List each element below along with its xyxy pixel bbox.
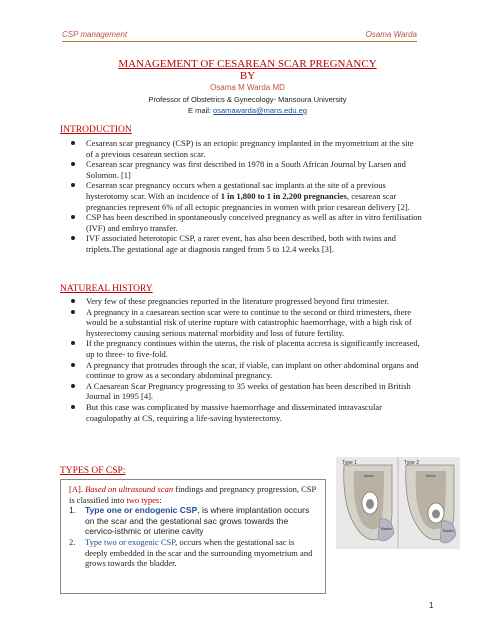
list-item: A pregnancy that protrudes through the scar, if viable, can implant on other abdominal organs and continue to grow as a secondary abdominal pregnancy. <box>60 360 422 381</box>
list-item: CSP has been described in spontaneously conceived pregnancy as well as after in vitro fertilisation (IVF) and embryo transfer. <box>60 212 422 233</box>
embryo <box>432 510 440 519</box>
header-right: Osama Warda <box>365 30 417 39</box>
bladder-label: Bladder <box>443 529 454 533</box>
list-item: Cesarean scar pregnancy was first described in 1978 in a South African Journal by Larsen and Solomon. [1] <box>60 159 422 180</box>
email-label: E mail: <box>188 106 214 115</box>
author-name: Osama M Warda MD <box>210 83 285 92</box>
bladder-label: Bladder <box>381 527 392 531</box>
list-item: IVF associated heterotopic CSP, a rarer event, has also been described, both with twins and triplets.The gestational age at diagnosis ranged from 5 to 12.4 weeks [3]. <box>60 233 422 254</box>
bullet <box>71 236 75 240</box>
types-box <box>60 479 326 594</box>
list-item: A Caesarean Scar Pregnancy progressing to 35 weeks of gestation has been described in British Journal in 1995 [4]. <box>60 381 422 402</box>
bullet <box>71 384 75 388</box>
types-heading: TYPES OF CSP: <box>60 466 126 476</box>
natural-history-list <box>60 296 422 423</box>
email-link[interactable]: osamawarda@mans.edu.eg <box>213 106 307 115</box>
type-two-item: 2. Type two or exogenic CSP, occurs when the gestational sac is deeply embedded in the scar and the surrounding myometrium and grows towards the bladder. <box>69 536 313 569</box>
uterus-label: Uterus <box>364 474 374 478</box>
type-two-label: Type 2 <box>404 460 420 466</box>
list-item: Very few of these pregnancies reported in the literature progressed beyond first trimester. <box>60 296 422 307</box>
embryo <box>366 499 374 509</box>
bullet <box>71 341 75 345</box>
bullet <box>71 363 75 367</box>
introduction-heading: INTRODUCTION <box>60 125 132 135</box>
introduction-list <box>60 138 422 255</box>
natural-history-heading: NATUREAL HISTORY <box>60 284 153 294</box>
list-item: Cesarean scar pregnancy (CSP) is an ectopic pregnancy implanted in the myometrium at the site of a previous cesarean section scar. <box>60 138 422 159</box>
list-item: Cesarean scar pregnancy occurs when a gestational sac implants at the site of a previous hysterotomy scar. With an incidence of 1 in 1,800 to 1 in 2,200 pregnancies, cesarean scar pregnancies represent 6% of all ectopic pregnancies in women with prior cesarean delivery [2]. <box>60 180 422 212</box>
bullet <box>71 215 75 219</box>
author-email <box>0 106 495 115</box>
type-one-label: Type 1 <box>342 460 358 466</box>
list-item: If the pregnancy continues within the uterus, the risk of placenta accreta is significantly increased, up to three- to five-fold. <box>60 338 422 359</box>
uterus-label: Uterus <box>426 474 436 478</box>
document-title: MANAGEMENT OF CESAREAN SCAR PREGNANCY <box>118 58 377 70</box>
bullet <box>71 141 75 145</box>
header-left: CSP management <box>62 30 128 39</box>
page-number: 1 <box>429 601 434 610</box>
list-item: A pregnancy in a caesarean section scar were to continue to the second or third trimesters, there would be a substantial risk of uterine rupture with catastrophic haemorrhage, with a high risk of hysterectomy causing serious maternal morbidity and loss of future fertility. <box>60 307 422 339</box>
csp-types-illustration <box>336 457 460 549</box>
bullet <box>71 310 75 314</box>
bullet <box>71 183 75 187</box>
bullet <box>71 405 75 409</box>
bullet <box>71 162 75 166</box>
types-intro: [A]. Based on ultrasound scan findings and pregnancy progression, CSP is classified into two types: <box>69 484 316 505</box>
type-one-item: 1. Type one or endogenic CSP, is where implantation occurs on the scar and the gestational sac grows towards the cervico-isthmic or uterine cavity <box>69 505 310 537</box>
page-header <box>62 30 417 42</box>
list-item: But this case was complicated by massive haemorrhage and disseminated intravascular coagulopathy at CS, requiring a life-saving hysterectomy. <box>60 402 422 423</box>
author-affiliation: Professor of Obstetrics & Gynecology- Mansoura University <box>148 95 347 104</box>
bullet <box>71 299 75 303</box>
by-line: BY <box>239 70 256 82</box>
